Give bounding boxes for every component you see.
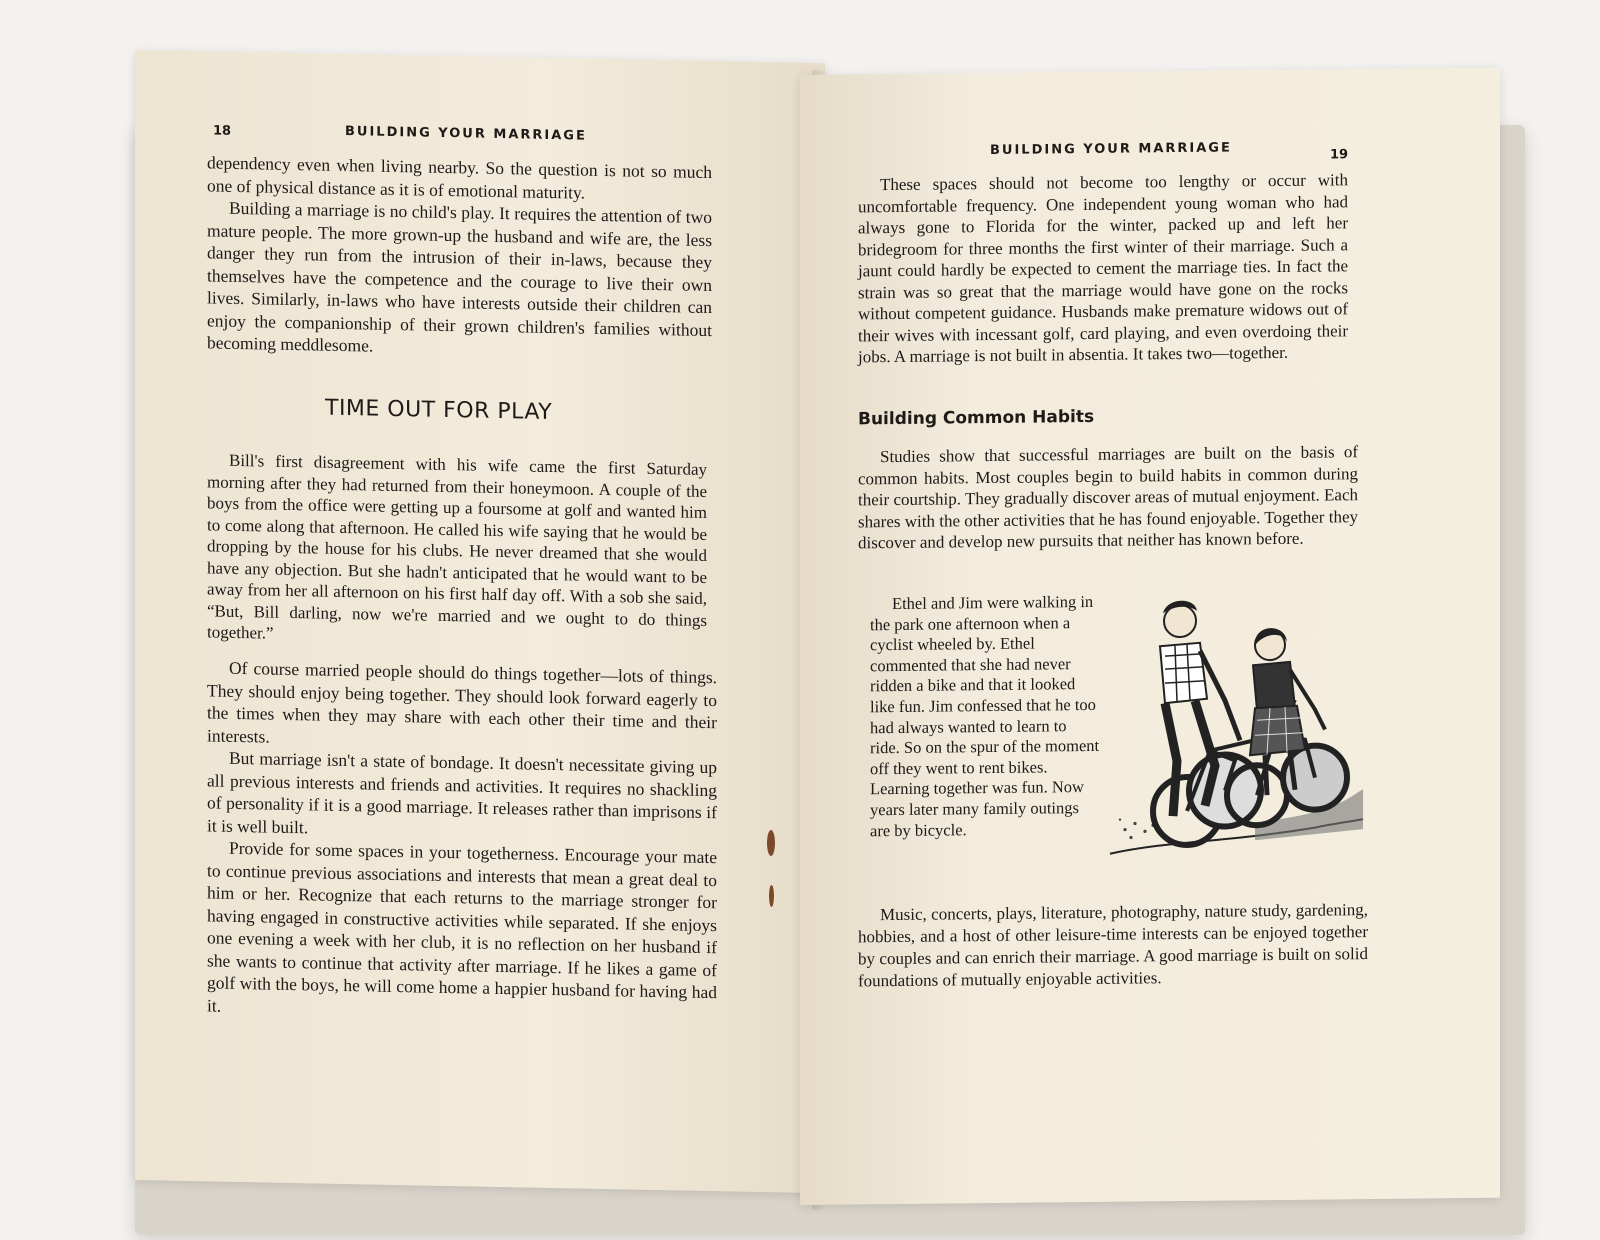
left-page-number: 18 [213, 123, 232, 139]
section-title: TIME OUT FOR PLAY [325, 395, 553, 426]
left-page [135, 50, 825, 1193]
bike-story-text [870, 592, 1100, 842]
body-paragraph-2: But marriage isn't a state of bondage. It doesn't necessitate giving up all previous interests and friends and activities. It requires no shackling of personality if it is a good marriage. It releases rather than imprisons if it is well built. [207, 747, 717, 837]
left-story-text [207, 449, 707, 652]
right-page [800, 68, 1500, 1205]
left-body-text [207, 656, 717, 1026]
left-running-head: BUILDING YOUR MARRIAGE [345, 124, 587, 144]
right-intro-text [858, 169, 1348, 368]
intro-paragraph-2: Building a marriage is no child's play. It requires the attention of two mature people. The more grown-up the husband and wife are, the less danger they run from the intrusion of their in-laws, because they themselves have the competence and the courage to live their own lives. Similarly, in-laws who have interests outside their children can enjoy the companionship of their grown children's families without becoming meddlesome. [207, 197, 712, 356]
page-stain [767, 830, 775, 856]
body-paragraph-3: Provide for some spaces in your togetherness. Encourage your mate to continue previous associations and interests that mean a great deal to him or her. Recognize that each returns to the marriage stronger for having engaged in constructive activities while separated. If she enjoys one evening a week with her club, it is no reflection on her husband if she wants to continue that activity after marriage. If he likes a game of golf with the boys, he will come home a happier husband for having had it. [207, 837, 717, 1016]
open-book [40, 30, 1540, 1210]
right-page-number: 19 [1330, 147, 1349, 163]
right-running-head: BUILDING YOUR MARRIAGE [990, 140, 1232, 159]
subsection-title: Building Common Habits [858, 406, 1095, 430]
intro-paragraph-1: dependency even when living nearby. So the question is not so much one of physical distance as it is of emotional maturity. [207, 152, 712, 203]
body-paragraph-1: Of course married people should do things together—lots of things. They should enjoy being together. They should look forward eagerly to the times when they may share with each other their time and their interests. [207, 657, 717, 747]
bike-story-paragraph: Ethel and Jim were walking in the park one afternoon when a cyclist wheeled by. Ethel commented that she had never ridden a bike and that it looked like fun. Jim confessed that he too had always wanted to learn to ride. So on the spur of the moment off they went to rent bikes. Learning together was fun. Now years later many family outings are by bicycle. [870, 591, 1100, 840]
closing-text [858, 899, 1368, 992]
page-stain [769, 885, 774, 907]
habits-paragraph: Studies show that successful marriages are built on the basis of common habits. Most couples begin to build habits in common during their courtship. They gradually discover areas of mutual enjoyment. Each shares with the other activities that he has found enjoyable. Together they discover and develop new pursuits that neither has known before. [858, 442, 1358, 553]
couple-on-bicycles-illustration [1105, 589, 1365, 862]
closing-paragraph: Music, concerts, plays, literature, photography, nature study, gardening, hobbies, and a host of other leisure-time interests can be enjoyed together by couples and can enrich their marriage. A good marriage is built on solid foundations of mutually enjoyable activities. [858, 900, 1368, 991]
right-intro-paragraph: These spaces should not become too lengthy or occur with uncomfortable frequency. One independent young woman who had always gone to Florida for the winter, packed up and left her bridegroom for three months the first winter of their marriage. Such a jaunt could hardly be expected to cement the marriage ties. In fact the strain was so great that the marriage would have gone on the rocks without competent guidance. Husbands make premature widows out of their wives with incessant golf, card playing, and even overdoing their jobs. A marriage is not built in absentia. It takes two—together. [858, 170, 1348, 367]
habits-text [858, 441, 1358, 554]
left-intro-text [207, 151, 712, 363]
story-paragraph: Bill's first disagreement with his wife came the first Saturday morning after they had returned from their honeymoon. A couple of the boys from the office were getting up a foursome at golf and wanted him to come along that afternoon. He called his wife saying that he would be dropping by the house for his clubs. He never dreamed that she would have any objection. But she hadn't anticipated that he would want to be away from her all afternoon on his first half day off. With a sob she said, “But, Bill darling, now we're married and we ought to do things together.” [207, 450, 707, 643]
